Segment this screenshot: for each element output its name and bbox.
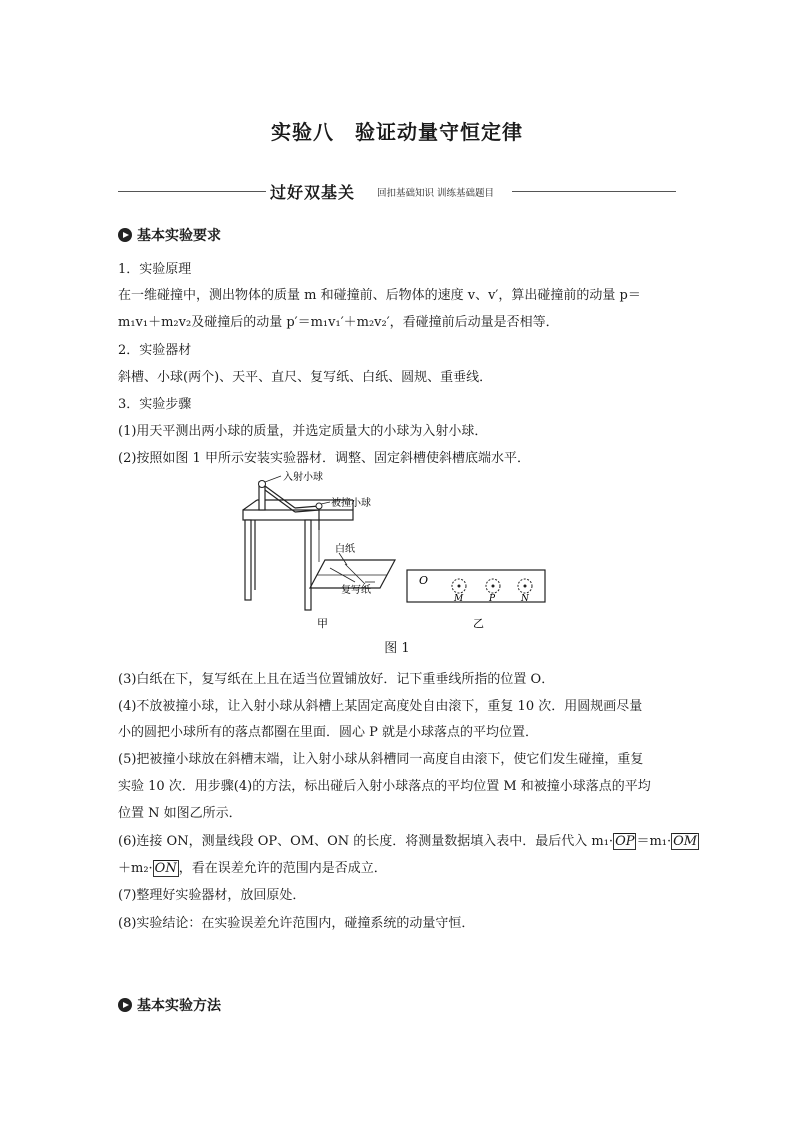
section-heading-label: 基本实验方法 <box>137 998 221 1014</box>
step-5-line-3: 位置 N 如图乙所示． <box>118 806 242 821</box>
point-M: M <box>454 594 464 604</box>
equipment-list: 斜槽、小球(两个)、天平、直尺、复写纸、白纸、圆规、重垂线． <box>118 370 493 385</box>
heading-equipment: 2．实验器材 <box>118 343 192 358</box>
vector-OM: $\overline{OM}$ <box>673 834 698 849</box>
step-1: (1)用天平测出两小球的质量，并选定质量大的小球为入射小球． <box>118 424 488 439</box>
figure-caption: 图 1 <box>384 641 410 656</box>
section-heading-methods <box>118 995 221 1015</box>
section-heading-requirements <box>118 225 221 245</box>
heading-steps: 3．实验步骤 <box>118 397 192 412</box>
play-icon <box>118 998 132 1012</box>
banner-rule-right <box>512 191 676 192</box>
step-6-text: (6)连接 ON，测量线段 OP、OM、ON 的长度．将测量数据填入表中．最后代入 m₁· <box>118 834 614 849</box>
step-4-line-2: 小的圆把小球所有的落点都圈在里面．圆心 P 就是小球落点的平均位置． <box>118 725 539 740</box>
step-4-line-1: (4)不放被撞小球，让入射小球从斜槽上某固定高度处自由滚下，重复 10 次．用圆规画尽量 <box>118 699 643 714</box>
step-8: (8)实验结论：在实验误差允许范围内，碰撞系统的动量守恒． <box>118 916 475 931</box>
banner-sub: 回扣基础知识 训练基础题目 <box>377 188 495 199</box>
point-P: P <box>489 594 496 604</box>
figure-apparatus <box>235 470 565 635</box>
label-white-paper: 白纸 <box>335 544 355 555</box>
vector-OP: $\overline{OP}$ <box>615 834 635 849</box>
step-2: (2)按照如图 1 甲所示安装实验器材．调整、固定斜槽使斜槽底端水平． <box>118 451 530 466</box>
point-N: N <box>521 594 529 604</box>
step-5-line-2: 实验 10 次．用步骤(4)的方法，标出碰后入射小球落点的平均位置 M 和被撞小球落点的平均 <box>118 779 651 794</box>
step-5-line-1: (5)把被撞小球放在斜槽末端，让入射小球从斜槽同一高度自由滚下，使它们发生碰撞，重复 <box>118 752 644 767</box>
step-6-line-1 <box>118 830 699 849</box>
section-heading-label: 基本实验要求 <box>137 228 221 244</box>
step-6-line-2 <box>118 857 387 876</box>
step-6-eq: ＝m₁· <box>636 834 672 849</box>
principle-line-2: m₁v₁＋m₂v₂及碰撞后的动量 p′＝m₁v₁′＋m₂v₂′，看碰撞前后动量是否相等． <box>118 315 559 330</box>
label-jia: 甲 <box>317 617 328 630</box>
banner-rule-left <box>118 191 266 192</box>
principle-line-1: 在一维碰撞中，测出物体的质量 m 和碰撞前、后物体的速度 v、v′，算出碰撞前的动量 p＝ <box>118 288 641 303</box>
vector-ON: $\overline{ON}$ <box>154 861 177 876</box>
label-yi: 乙 <box>473 617 484 630</box>
label-target-ball: 被撞小球 <box>331 498 371 509</box>
step-6-tail: ，看在误差允许的范围内是否成立． <box>178 861 387 876</box>
step-7: (7)整理好实验器材，放回原处． <box>118 888 306 903</box>
play-icon <box>118 228 132 242</box>
banner-main: 过好双基关 <box>270 183 356 202</box>
heading-principle: 1．实验原理 <box>118 262 192 277</box>
page-title: 实验八 验证动量守恒定律 <box>271 120 523 144</box>
label-carbon-paper: 复写纸 <box>341 585 371 596</box>
label-incident-ball: 入射小球 <box>283 472 323 483</box>
step-6-plus: ＋m₂· <box>118 861 153 876</box>
point-O: O <box>419 574 429 587</box>
step-3: (3)白纸在下，复写纸在上且在适当位置铺放好．记下重垂线所指的位置 O． <box>118 672 555 687</box>
